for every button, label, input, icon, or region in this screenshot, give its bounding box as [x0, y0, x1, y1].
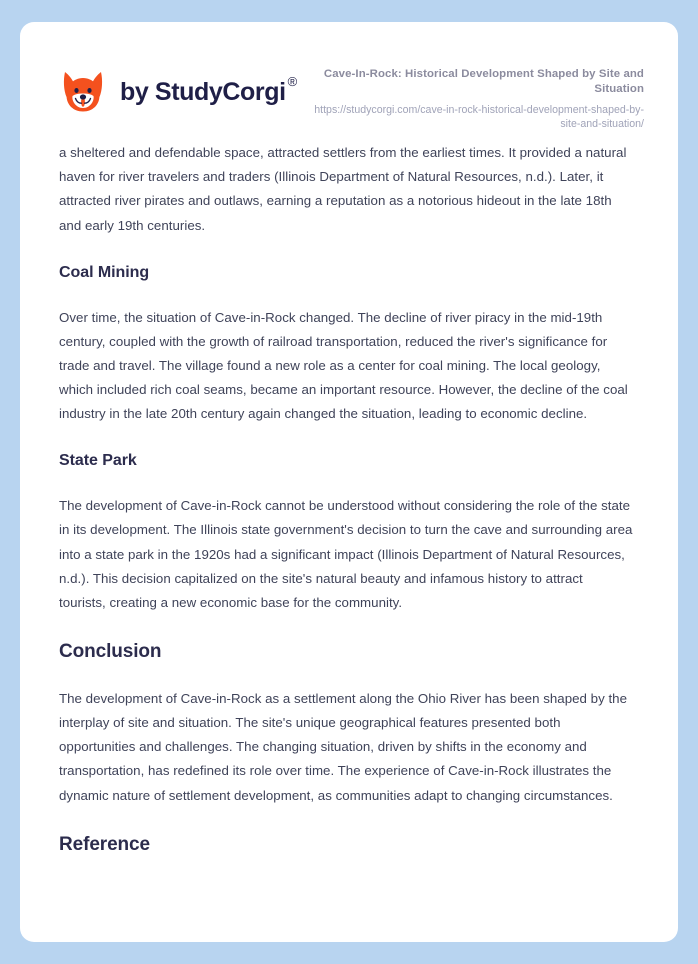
corgi-face-logo-icon — [59, 68, 107, 116]
brand-lockup[interactable] — [59, 64, 297, 116]
section-paragraph-coal-mining: Over time, the situation of Cave-in-Rock changed. The decline of river piracy in the mid-19th century, coupled with the growth of railroad transportation, reduced the river's significance for trade and travel. The village found a new role as a center for coal mining. The local geology, which included rich coal seams, became an important resource. However, the decline of the coal industry in the late 20th century again changed the situation, leading to economic decline. — [59, 309, 628, 422]
document-page-card — [20, 22, 678, 942]
document-source-url[interactable]: https://studycorgi.com/cave-in-rock-historical-development-shaped-by-site-and-situation/ — [314, 104, 644, 131]
brand-wordmark — [120, 73, 297, 106]
section-heading-conclusion: Conclusion — [59, 641, 162, 663]
brand-name-text: by StudyCorgi — [120, 77, 286, 106]
registered-trademark-icon: ® — [287, 73, 297, 89]
section-heading-coal-mining: Coal Mining — [59, 263, 150, 281]
header-meta — [297, 64, 644, 131]
document-header — [20, 22, 678, 140]
document-body — [20, 140, 678, 858]
intro-paragraph: a sheltered and defendable space, attracted settlers from the earliest times. It provided a natural haven for river travelers and traders (Illinois Department of Natural Resources, n.d.). Later, it attracted river pirates and outlaws, earning a reputation as a notorious hideout in the late 18th and early 19th centuries. — [59, 145, 627, 233]
section-paragraph-conclusion: The development of Cave-in-Rock as a settlement along the Ohio River has been shaped by the interplay of site and situation. The site's unique geographical features presented both opportunities and challenges. The changing situation, driven by shifts in the economy and transportation, has redefined its role over time. The experience of Cave-in-Rock illustrates the dynamic nature of settlement development, as communities adapt to changing circumstances. — [59, 690, 628, 803]
section-paragraph-state-park: The development of Cave-in-Rock cannot be understood without considering the role of the state in its development. The Illinois state government's decision to turn the cave and surrounding area into a state park in the 1920s had a significant impact (Illinois Department of Natural Resources, n.d.). This decision capitalized on the site's natural beauty and infamous history to attract tourists, creating a new economic base for the community. — [59, 498, 633, 611]
section-heading-state-park: State Park — [59, 452, 137, 470]
section-heading-reference: Reference — [59, 833, 150, 855]
document-title: Cave-In-Rock: Historical Development Shaped by Site and Situation — [323, 68, 644, 96]
